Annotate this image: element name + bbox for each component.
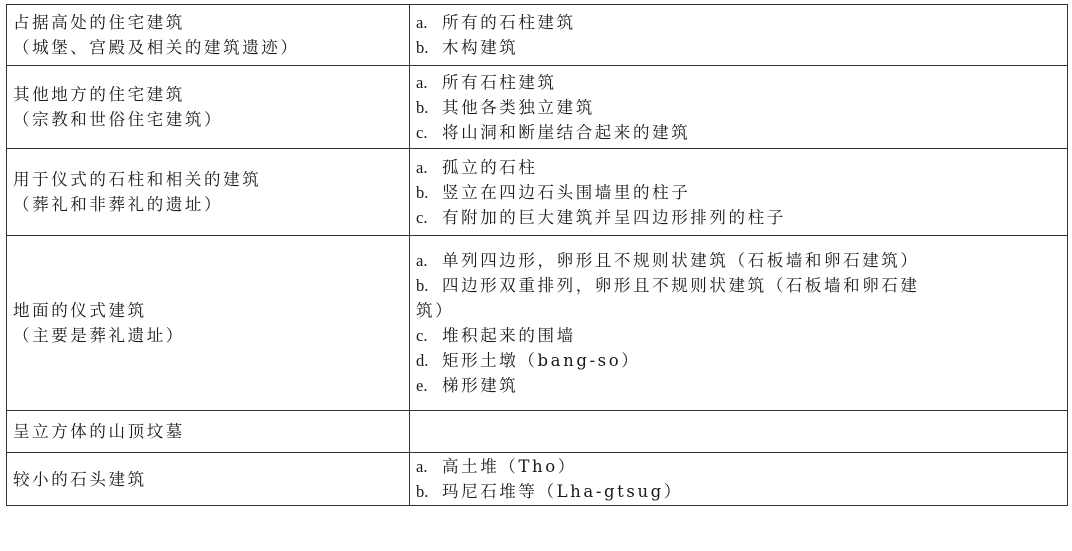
table-row [7,453,1068,506]
table-row [7,411,1068,453]
table-row [7,149,1068,236]
items-cell [410,453,1068,506]
category-cell [7,66,410,149]
category-title: 呈立方体的山顶坟墓 [13,422,185,441]
category-note: （主要是葬礼遗址） [13,326,185,345]
list-item: a. 所有的石柱建筑 [416,13,576,32]
category-title: 较小的石头建筑 [13,469,147,489]
list-item: a. 所有石柱建筑 [416,72,557,92]
items-cell [410,66,1068,149]
list-item-continuation: 筑） [416,301,455,320]
category-cell [7,411,410,453]
category-note: （宗教和世俗住宅建筑） [13,110,224,129]
list-item: d. 矩形土墩（bang-so） [416,351,641,370]
items-cell [410,236,1068,411]
category-note: （葬礼和非葬礼的遗址） [13,195,224,214]
category-title: 占据高处的住宅建筑 [13,13,185,32]
category-title: 用于仪式的石柱和相关的建筑 [13,170,262,189]
list-item: c. 堆积起来的围墙 [416,326,576,345]
list-item: c. 有附加的巨大建筑并呈四边形排列的柱子 [416,207,786,227]
list-item: a. 孤立的石柱 [416,157,538,177]
category-cell [7,453,410,506]
items-cell [410,149,1068,236]
list-item: b. 四边形双重排列，卵形且不规则状建筑（石板墙和卵石建 [416,276,920,295]
list-item: b. 玛尼石堆等（Lha-gtsug） [416,482,683,501]
classification-table [6,4,1068,506]
category-title: 其他地方的住宅建筑 [13,85,185,104]
list-item: c. 将山洞和断崖结合起来的建筑 [416,122,691,142]
category-cell [7,236,410,411]
items-cell-empty [410,411,1068,453]
category-note: （城堡、宫殿及相关的建筑遗迹） [13,38,300,57]
table-row [7,236,1068,411]
category-title: 地面的仪式建筑 [13,301,147,320]
list-item: e. 梯形建筑 [416,376,519,395]
items-cell [410,5,1068,66]
table-row [7,66,1068,149]
list-item: b. 其他各类独立建筑 [416,97,595,117]
table-row [7,5,1068,66]
category-cell [7,5,410,66]
list-item: b. 竖立在四边石头围墙里的柱子 [416,182,691,202]
list-item: a. 单列四边形，卵形且不规则状建筑（石板墙和卵石建筑） [416,251,920,270]
list-item: a. 高土堆（Tho） [416,457,577,476]
category-cell [7,149,410,236]
list-item: b. 木构建筑 [416,38,519,57]
